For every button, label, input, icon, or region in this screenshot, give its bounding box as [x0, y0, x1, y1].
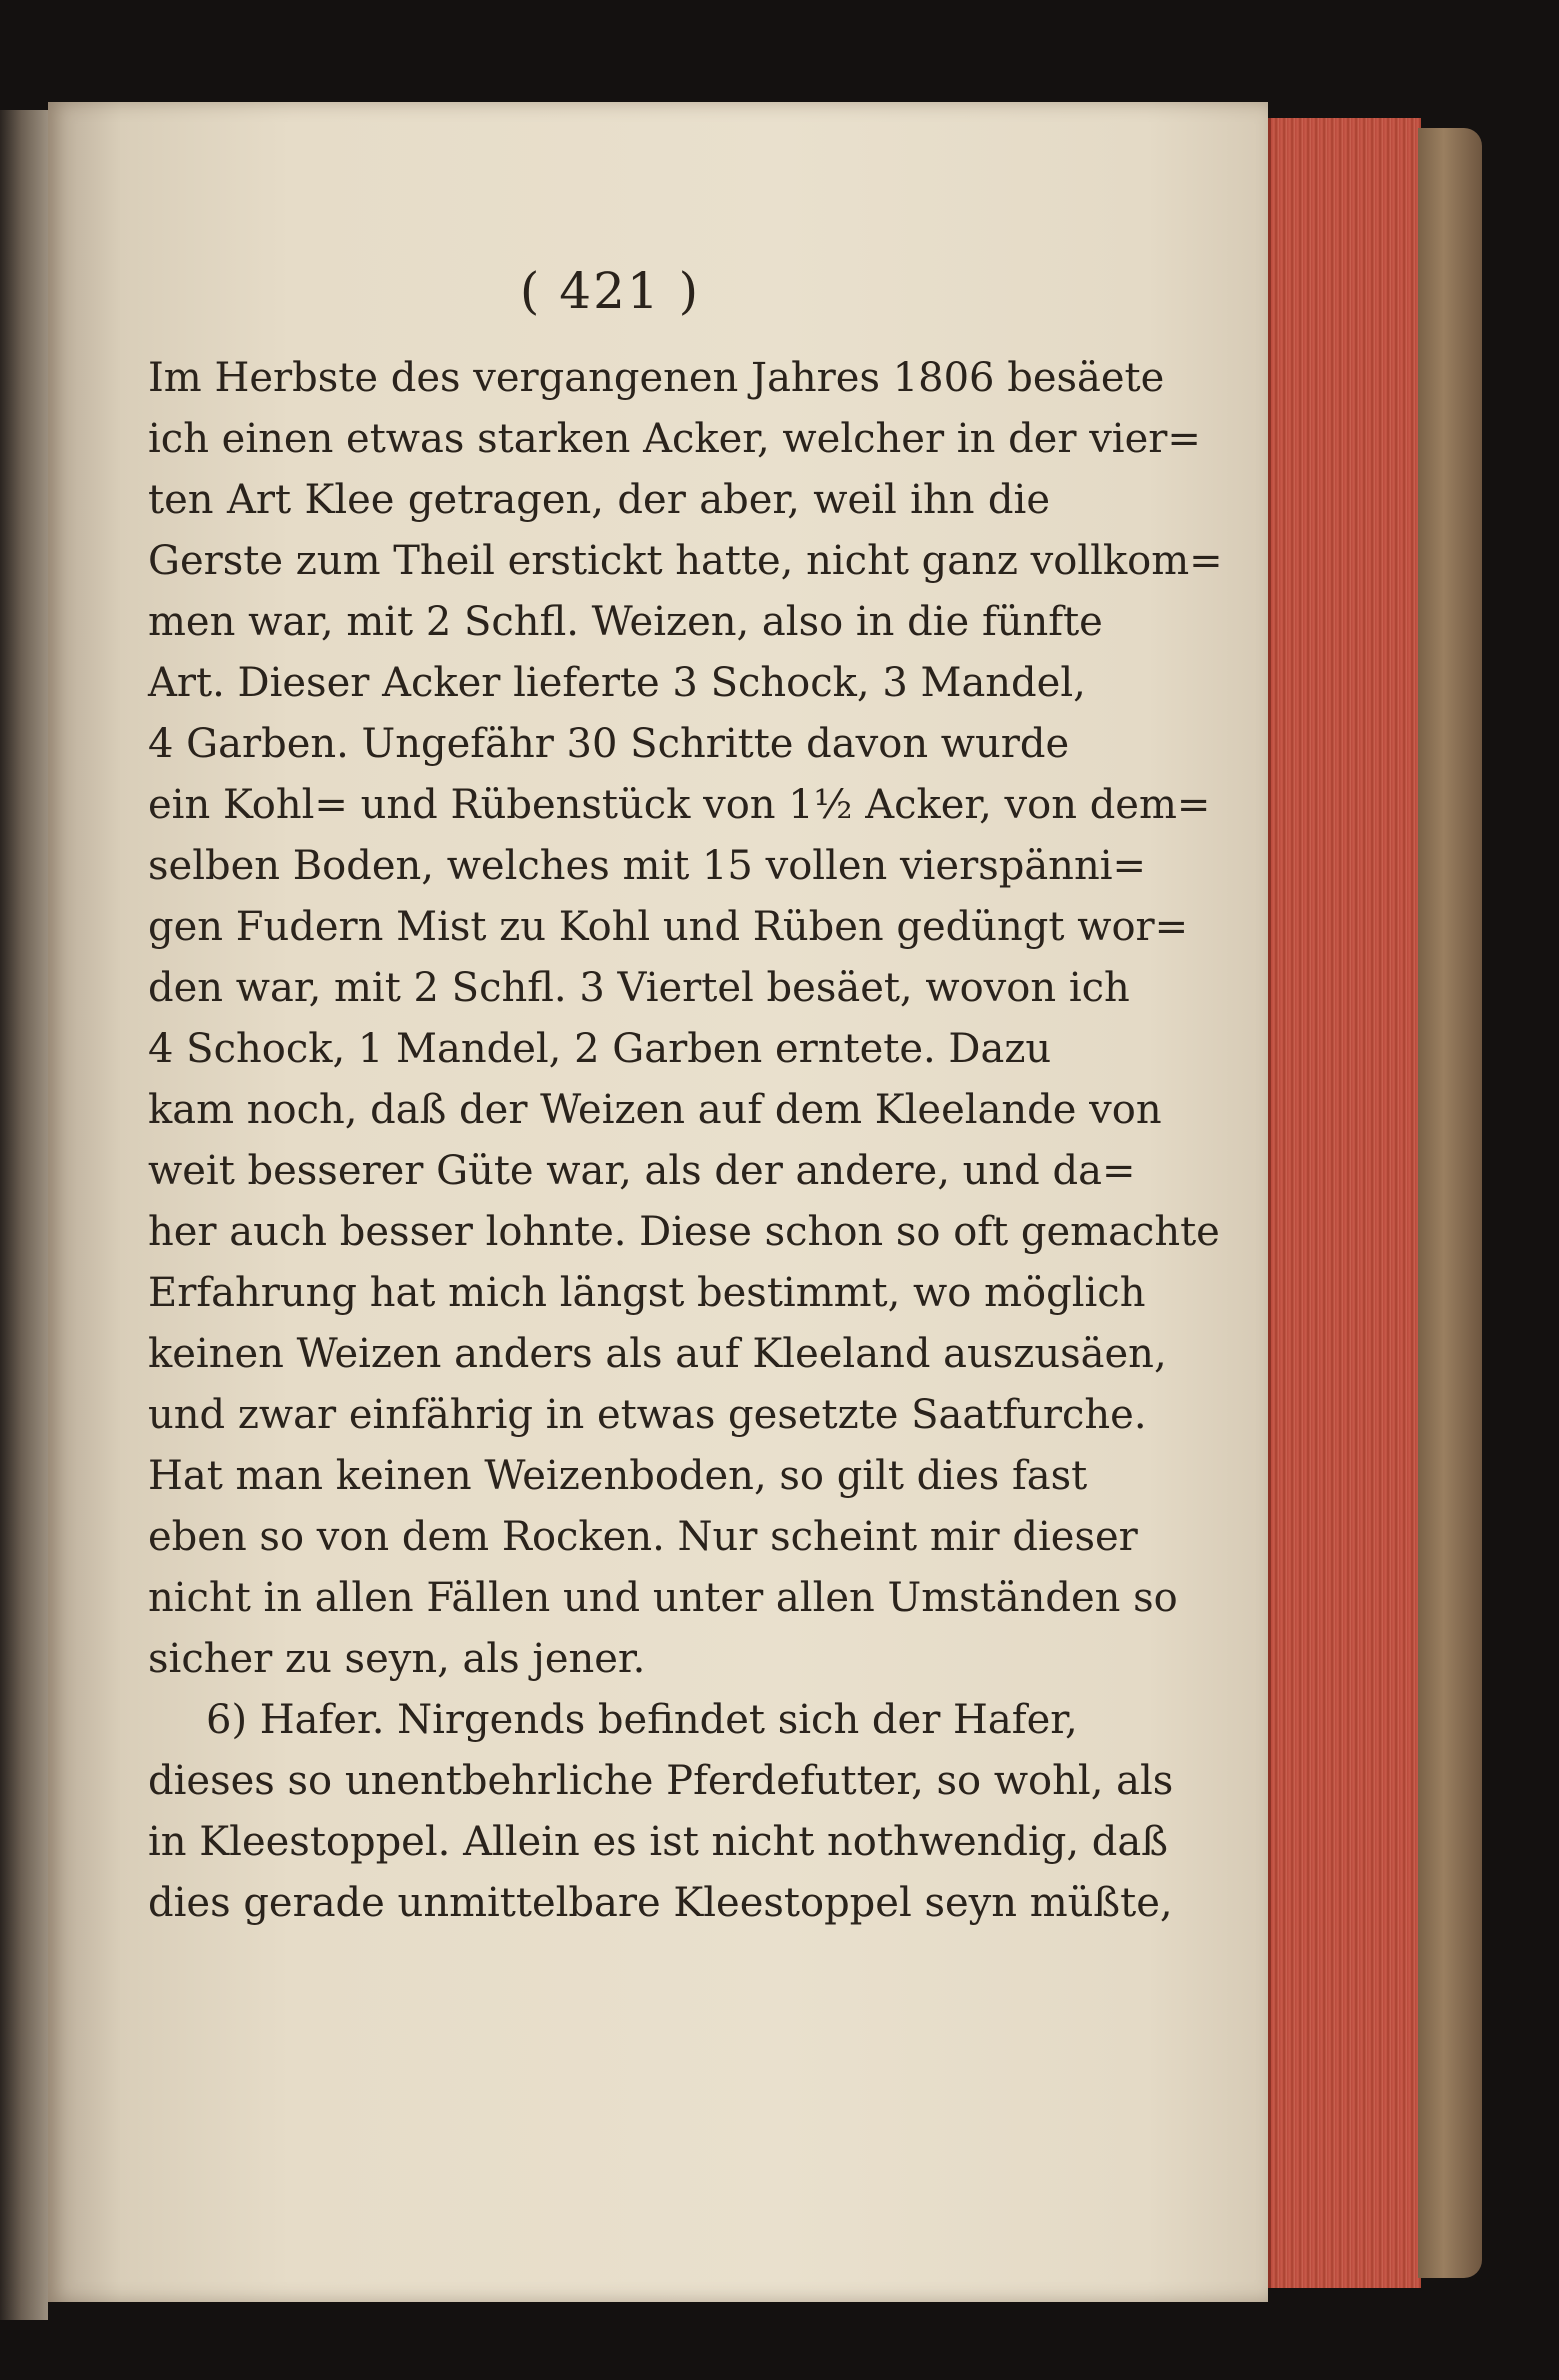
text-line: keinen Weizen anders als auf Kleeland auszusäen,: [148, 1331, 1167, 1377]
red-page-edges: [1268, 118, 1421, 2288]
text-line: nicht in allen Fällen und unter allen Umständen so: [148, 1575, 1178, 1621]
text-line: Art. Dieser Acker lieferte 3 Schock, 3 Mandel,: [148, 660, 1086, 706]
text-line: her auch besser lohnte. Diese schon so oft gemachte: [148, 1209, 1220, 1255]
text-line: dies gerade unmittelbare Kleestoppel seyn müßte,: [148, 1880, 1173, 1926]
text-line: 4 Garben. Ungefähr 30 Schritte davon wurde: [148, 721, 1070, 767]
text-line: weit besserer Güte war, als der andere, und da=: [148, 1148, 1136, 1194]
text-line: den war, mit 2 Schfl. 3 Viertel besäet, wovon ich: [148, 965, 1130, 1011]
page-number: ( 421 ): [519, 262, 701, 320]
text-line: kam noch, daß der Weizen auf dem Kleelande von: [148, 1087, 1162, 1133]
text-line: men war, mit 2 Schfl. Weizen, also in die fünfte: [148, 599, 1103, 645]
text-line: Hat man keinen Weizenboden, so gilt dies fast: [148, 1453, 1088, 1499]
text-line: eben so von dem Rocken. Nur scheint mir dieser: [148, 1514, 1138, 1560]
text-line: ich einen etwas starken Acker, welcher in der vier=: [148, 416, 1201, 462]
text-line: gen Fudern Mist zu Kohl und Rüben gedüngt wor=: [148, 904, 1189, 950]
text-line: in Kleestoppel. Allein es ist nicht nothwendig, daß: [148, 1819, 1168, 1865]
text-line: und zwar einfährig in etwas gesetzte Saatfurche.: [148, 1392, 1147, 1438]
text-line: ten Art Klee getragen, der aber, weil ihn die: [148, 477, 1050, 523]
text-line: selben Boden, welches mit 15 vollen vierspänni=: [148, 843, 1147, 889]
book-cover-edge: [1418, 128, 1482, 2278]
text-line: Im Herbste des vergangenen Jahres 1806 besäete: [148, 355, 1165, 401]
text-line: dieses so unentbehrliche Pferdefutter, so wohl, als: [148, 1758, 1174, 1804]
text-line: 4 Schock, 1 Mandel, 2 Garben erntete. Dazu: [148, 1026, 1052, 1072]
body-text: [148, 348, 1223, 1934]
text-line: sicher zu seyn, als jener.: [148, 1636, 646, 1682]
section-heading-line: 6) Hafer. Nirgends befindet sich der Hafer,: [206, 1697, 1078, 1743]
previous-page-edge: [0, 110, 48, 2320]
text-line: Gerste zum Theil erstickt hatte, nicht ganz vollkom=: [148, 538, 1223, 584]
text-line: Erfahrung hat mich längst bestimmt, wo möglich: [148, 1270, 1146, 1316]
text-line: ein Kohl= und Rübenstück von 1½ Acker, von dem=: [148, 782, 1211, 828]
